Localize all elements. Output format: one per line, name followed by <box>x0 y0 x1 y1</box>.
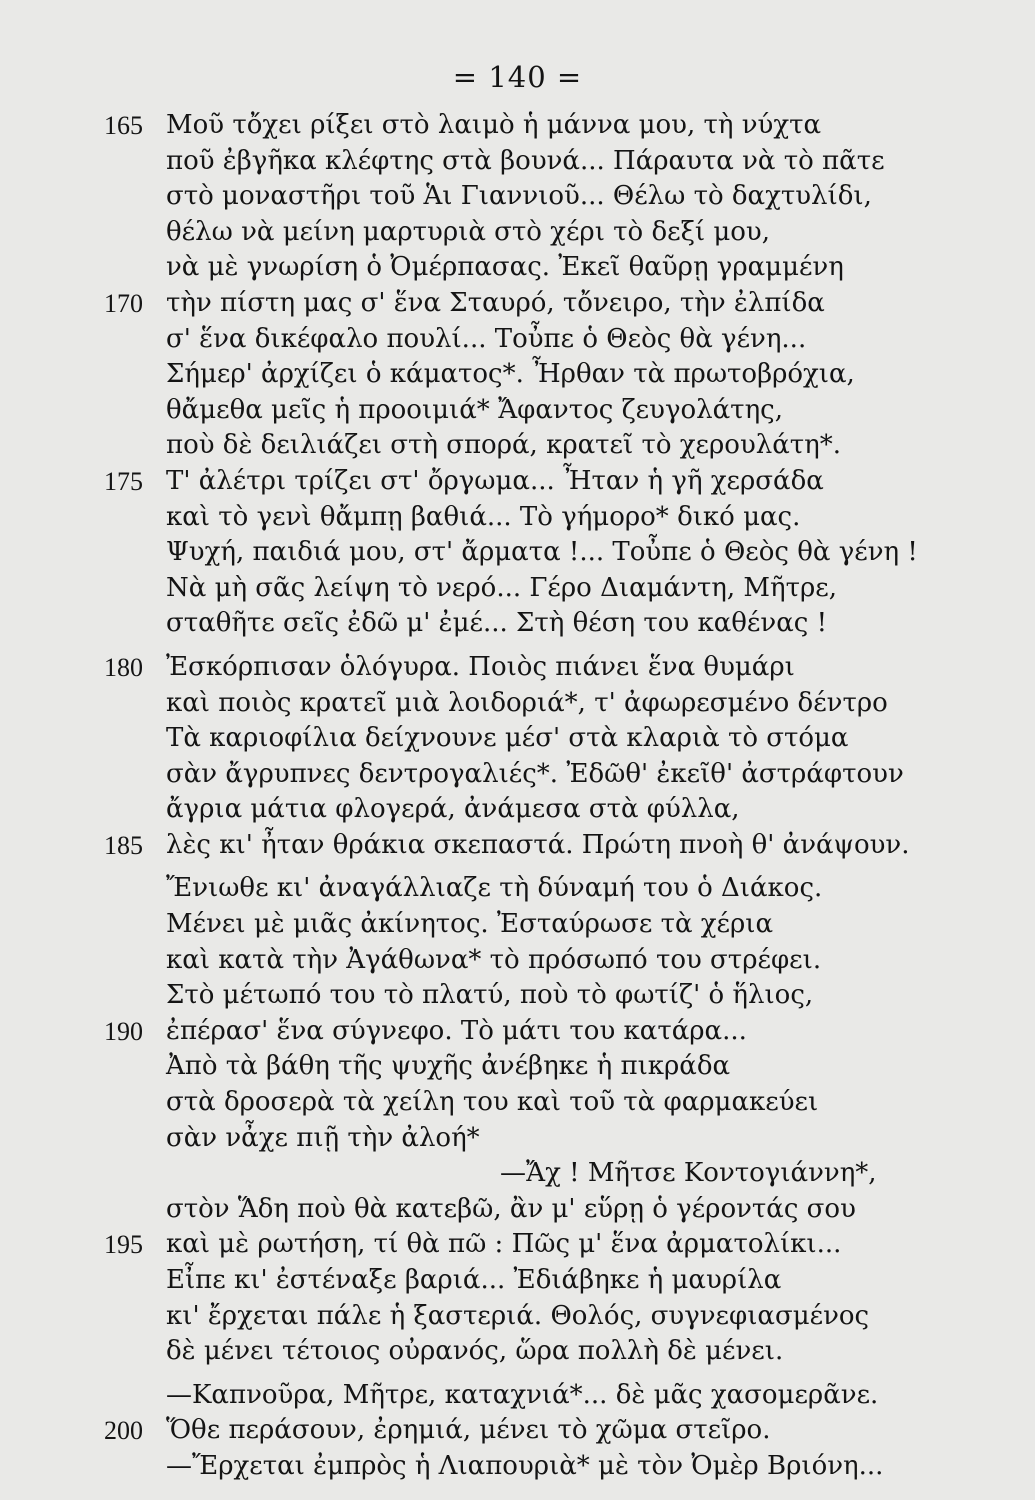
verse-line <box>0 1299 1035 1335</box>
verse-text: —Καπνοῦρα, Μῆτρε, καταχνιά*... δὲ μᾶς χασομερᾶνε. <box>166 1379 879 1410</box>
verse-line <box>0 907 1035 943</box>
verse-text: καὶ μὲ ρωτήση, τί θὰ πῶ : Πῶς μ' ἕνα ἀρματολίκι... <box>166 1229 842 1260</box>
verse-text: σ' ἕνα δικέφαλο πουλί... Τοὖπε ὁ Θεὸς θὰ γένη... <box>166 323 807 354</box>
verse-text: ἄγρια μάτια φλογερά, ἀνάμεσα στὰ φύλλα, <box>166 794 740 825</box>
verse-line <box>0 535 1035 571</box>
verse-line <box>0 1121 1035 1157</box>
verse-line <box>0 393 1035 429</box>
verse-text: στὰ δροσερὰ τὰ χείλη του καὶ τοῦ τὰ φαρμακεύει <box>166 1087 819 1118</box>
verse-line <box>0 1156 1035 1192</box>
verse-line <box>0 606 1035 642</box>
verse-text: δὲ μένει τέτοιος οὐρανός, ὥρα πολλὴ δὲ μένει. <box>166 1336 784 1367</box>
verse-text: ποὺ δὲ δειλιάζει στὴ σπορά, κρατεῖ τὸ χερουλάτη*. <box>166 430 842 461</box>
line-number: 190 <box>104 1016 143 1046</box>
verse-line <box>0 322 1035 358</box>
verse-text: Μένει μὲ μιᾶς ἀκίνητος. Ἐσταύρωσε τὰ χέρια <box>166 909 774 940</box>
verse-text: κι' ἔρχεται πάλε ἡ ξαστεριά. Θολός, συγνεφιασμένος <box>166 1300 870 1331</box>
line-number: 180 <box>104 652 143 682</box>
verse-line <box>0 943 1035 979</box>
verse-line <box>0 828 1035 864</box>
verse-line <box>0 571 1035 607</box>
verse-text: καὶ ποιὸς κρατεῖ μιὰ λοιδοριά*, τ' ἀφωρεσμένο δέντρο <box>166 687 888 718</box>
verse-line <box>0 757 1035 793</box>
verse-line <box>0 650 1035 686</box>
verse-line <box>0 686 1035 722</box>
verse-text: νὰ μὲ γνωρίση ὁ Ὀμέρπασας. Ἐκεῖ θαῦρῃ γραμμένη <box>166 252 844 283</box>
verse-line <box>0 250 1035 286</box>
verse-text: καὶ τὸ γενὶ θἄμπῃ βαθιά... Τὸ γήμορο* δικό μας. <box>166 501 801 532</box>
line-number: 165 <box>104 111 143 140</box>
verse-text: Ὅθε περάσουν, ἐρημιά, μένει τὸ χῶμα στεῖρο. <box>166 1415 771 1446</box>
verse-text: σὰν ἄγρυπνες δεντρογαλιές*. Ἐδῶθ' ἐκεῖθ' ἀστράφτουν <box>166 758 904 789</box>
verse-text: Μοῦ τὄχει ρίξει στὸ λαιμὸ ἡ μάννα μου, τὴ νύχτα <box>166 110 822 140</box>
verse-line <box>0 1049 1035 1085</box>
verse-text: Ψυχή, παιδιά μου, στ' ἄρματα !... Τοὖπε ὁ Θεὸς θὰ γένη ! <box>166 537 918 568</box>
verse-line <box>0 357 1035 393</box>
verse-line <box>0 1263 1035 1299</box>
line-number: 185 <box>104 830 143 860</box>
verse-line <box>0 792 1035 828</box>
verse-text: Τὰ καριοφίλια δείχνουνε μέσ' στὰ κλαριὰ τὸ στόμα <box>166 723 849 754</box>
verse-line <box>0 500 1035 536</box>
verse-text: Ἀπὸ τὰ βάθη τῆς ψυχῆς ἀνέβηκε ἡ πικράδα <box>166 1051 731 1082</box>
verse-line <box>0 428 1035 464</box>
verse-text: θἄμεθα μεῖς ἡ προοιμιά* Ἄφαντος ζευγολάτης, <box>166 394 783 425</box>
verse-text: θέλω νὰ μείνη μαρτυριὰ στὸ χέρι τὸ δεξί μου, <box>166 216 770 247</box>
verse-text: στὸν Ἅδη ποὺ θὰ κατεβῶ, ἂν μ' εὕρῃ ὁ γέροντάς σου <box>166 1193 856 1224</box>
verse-line <box>0 721 1035 757</box>
verse-text: σταθῆτε σεῖς ἐδῶ μ' ἐμέ... Στὴ θέση του καθένας ! <box>166 608 828 639</box>
line-number: 175 <box>104 466 143 496</box>
page-number: = 140 = <box>452 60 583 94</box>
poem-text <box>0 108 1035 1485</box>
verse-line <box>0 215 1035 251</box>
verse-line <box>0 179 1035 215</box>
verse-text: Ἐσκόρπισαν ὁλόγυρα. Ποιὸς πιάνει ἕνα θυμάρι <box>166 651 795 682</box>
verse-text: ποῦ ἐβγῆκα κλέφτης στὰ βουνά... Πάραυτα νὰ τὸ πᾶτε <box>166 145 885 176</box>
verse-line <box>0 1227 1035 1263</box>
verse-text: Εἶπε κι' ἐστέναξε βαριά... Ἐδιάβηκε ἡ μαυρίλα <box>166 1265 782 1295</box>
verse-text: λὲς κι' ἦταν θράκια σκεπαστά. Πρώτη πνοὴ θ' ἀνάψουν. <box>166 829 910 860</box>
verse-line <box>0 108 1035 144</box>
line-number: 170 <box>104 288 143 318</box>
verse-line <box>0 1085 1035 1121</box>
verse-line <box>0 871 1035 907</box>
verse-text: τὴν πίστη μας σ' ἕνα Σταυρό, τὄνειρο, τὴν ἐλπίδα <box>166 287 825 318</box>
verse-line <box>0 144 1035 180</box>
verse-text: σὰν νἆχε πιῇ τὴν ἀλοή* <box>166 1122 480 1153</box>
verse-line <box>0 1378 1035 1414</box>
verse-text: —Ἄχ ! Μῆτσε Κοντογιάννη*, <box>500 1158 877 1189</box>
verse-line <box>0 1449 1035 1485</box>
verse-line <box>0 286 1035 322</box>
line-number: 200 <box>104 1416 143 1446</box>
verse-text: Νὰ μὴ σᾶς λείψη τὸ νερό... Γέρο Διαμάντη, Μῆτρε, <box>166 572 837 603</box>
verse-text: στὸ μοναστῆρι τοῦ Ἁι Γιαννιοῦ... Θέλω τὸ δαχτυλίδι, <box>166 181 872 212</box>
verse-line <box>0 464 1035 500</box>
verse-text: —Ἔρχεται ἐμπρὸς ἡ Λιαπουριὰ* μὲ τὸν Ὀμὲρ Βριόνη... <box>166 1450 884 1481</box>
verse-text: Τ' ἀλέτρι τρίζει στ' ὄργωμα... Ἦταν ἡ γῆ χερσάδα <box>166 465 824 496</box>
verse-text: Στὸ μέτωπό του τὸ πλατύ, ποὺ τὸ φωτίζ' ὁ ἥλιος, <box>166 980 814 1011</box>
verse-line <box>0 978 1035 1014</box>
verse-line <box>0 1192 1035 1228</box>
verse-text: Ἔνιωθε κι' ἀναγάλλιαζε τὴ δύναμή του ὁ Διάκος. <box>166 873 823 904</box>
verse-text: ἐπέρασ' ἕνα σύγνεφο. Τὸ μάτι του κατάρα... <box>166 1015 747 1046</box>
verse-line <box>0 1413 1035 1449</box>
verse-line <box>0 1334 1035 1370</box>
verse-text: Σήμερ' ἀρχίζει ὁ κάματος*. Ἦρθαν τὰ πρωτοβρόχια, <box>166 359 855 390</box>
verse-line <box>0 1014 1035 1050</box>
verse-text: καὶ κατὰ τὴν Ἀγάθωνα* τὸ πρόσωπό του στρέφει. <box>166 944 822 975</box>
line-number: 195 <box>104 1230 143 1260</box>
